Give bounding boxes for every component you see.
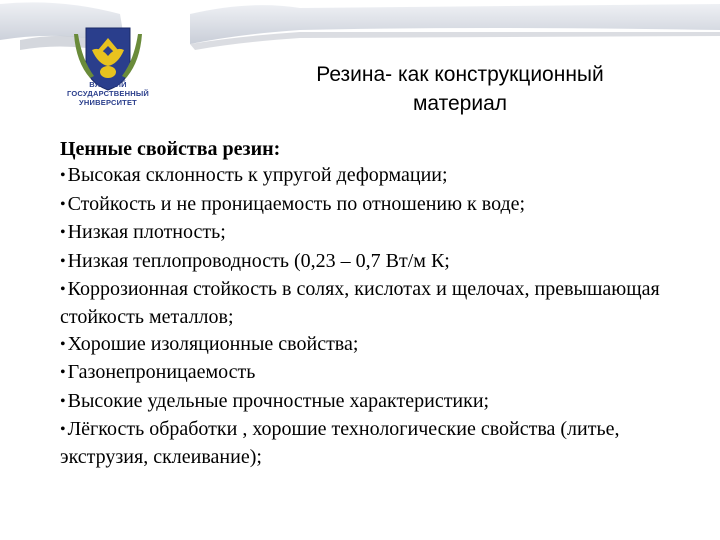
university-name-line: ГОСУДАРСТВЕННЫЙ <box>67 89 149 98</box>
bullet-icon: • <box>60 252 66 270</box>
university-logo <box>58 20 158 130</box>
content-heading: Ценные свойства резин: <box>60 138 281 160</box>
bullet-icon: • <box>60 167 66 185</box>
bullet-item <box>60 416 700 471</box>
bullet-icon: • <box>60 335 66 353</box>
bullet-icon: • <box>60 281 66 299</box>
bullet-text: Высокие удельные прочностные характеристики; <box>67 389 490 412</box>
bullet-item <box>60 331 700 359</box>
bullet-text: Низкая плотность; <box>67 221 226 244</box>
bullet-item <box>60 219 700 247</box>
bullet-item <box>60 191 700 219</box>
bullet-item <box>60 162 700 190</box>
university-name <box>58 80 158 107</box>
slide-content <box>60 136 700 471</box>
bullet-item <box>60 276 700 331</box>
slide-title <box>270 60 650 118</box>
slide-title-line1: Резина- как конструкционный <box>316 63 604 86</box>
bullet-text: Лёгкость обработки , хорошие технологические свойства (литье, экструзия, склеивание); <box>60 418 620 469</box>
bullet-text: Газонепроницаемость <box>67 361 256 384</box>
bullet-text: Коррозионная стойкость в солях, кислотах и щелочах, превышающая стойкость металлов; <box>60 278 660 329</box>
university-name-line: ВЯТСКИЙ <box>89 80 127 89</box>
bullet-text: Высокая склонность к упругой деформации; <box>67 164 448 187</box>
bullet-item <box>60 248 700 276</box>
bullet-item <box>60 359 700 387</box>
bullet-item <box>60 388 700 416</box>
bullet-text: Низкая теплопроводность (0,23 – 0,7 Вт/м К; <box>67 249 450 272</box>
bullet-icon: • <box>60 195 66 213</box>
bullet-text: Стойкость и не проницаемость по отношению к воде; <box>67 192 526 215</box>
bullet-icon: • <box>60 364 66 382</box>
bullet-icon: • <box>60 224 66 242</box>
slide-title-line2: материал <box>412 92 508 115</box>
university-name-line: УНИВЕРСИТЕТ <box>79 98 137 107</box>
bullet-icon: • <box>60 392 66 410</box>
bullet-icon: • <box>60 421 66 439</box>
bullet-text: Хорошие изоляционные свойства; <box>67 332 359 355</box>
